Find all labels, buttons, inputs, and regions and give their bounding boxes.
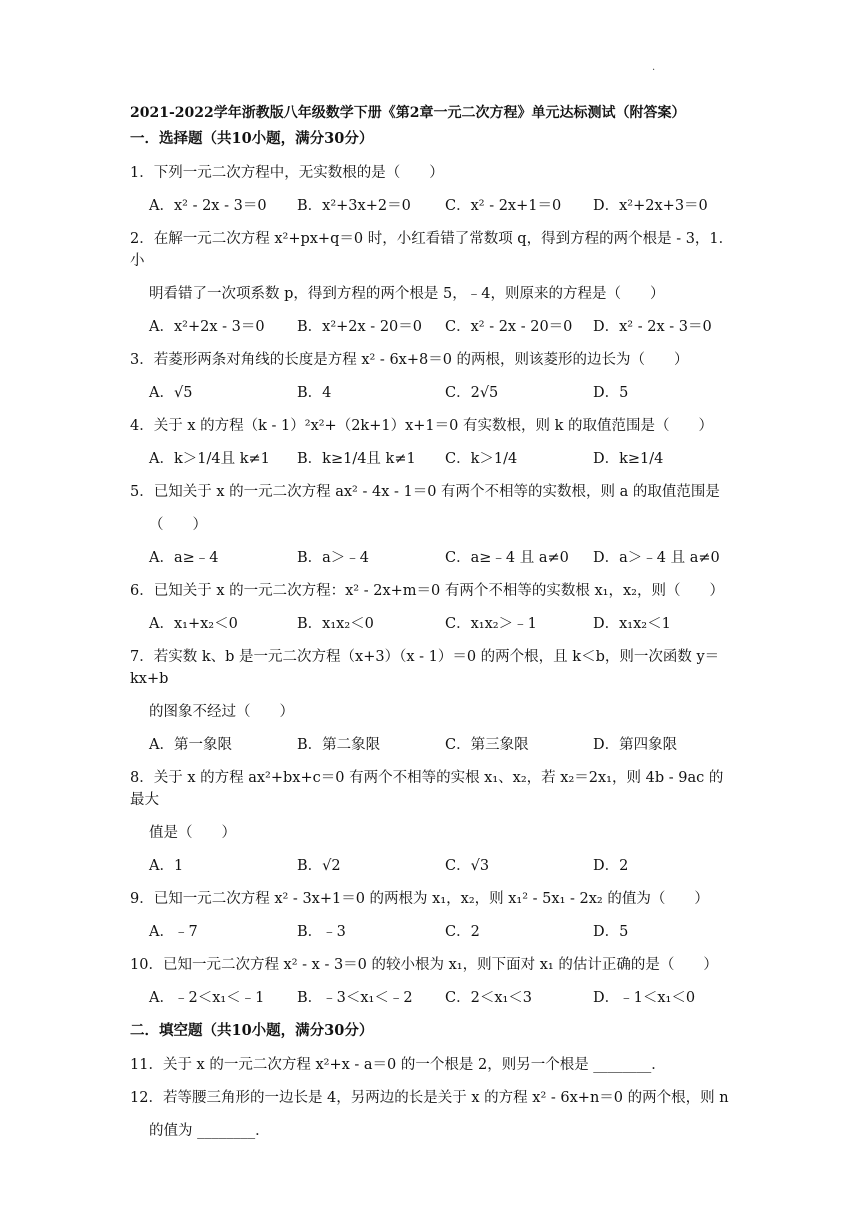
answer-option: D．5 <box>593 924 629 940</box>
question-item <box>130 162 735 184</box>
answer-option: A．k＞1/4且 k≠1 <box>149 451 270 467</box>
question-stem: 9．已知一元二次方程 x² - 3x+1＝0 的两根为 x₁，x₂，则 x₁² - 5x₁ - 2x₂ 的值为（ ） <box>130 891 709 907</box>
question-item <box>130 228 735 305</box>
fill-question-item <box>130 1054 735 1076</box>
question-stem-continued: 明看错了一次项系数 p，得到方程的两个根是 5，﹣4，则原来的方程是（ ） <box>149 286 665 302</box>
answer-option: C．2＜x₁＜3 <box>445 990 533 1006</box>
answer-options <box>130 987 735 1009</box>
question-stem: 2．在解一元二次方程 x²+px+q＝0 时，小红看错了常数项 q，得到方程的两个根是 - 3，1．小 <box>130 231 734 269</box>
answer-options <box>130 382 735 404</box>
question-stem-continued: 值是（ ） <box>149 825 236 841</box>
answer-options <box>130 855 735 877</box>
question-item <box>130 481 735 536</box>
question-stem: 6．已知关于 x 的一元二次方程：x² - 2x+m＝0 有两个不相等的实数根 x₁，x₂，则（ ） <box>130 583 724 599</box>
answer-option: D．2 <box>593 858 629 874</box>
answer-option: D．x₁x₂＜1 <box>593 616 671 632</box>
question-item <box>130 888 735 910</box>
question-item <box>130 767 735 844</box>
answer-option: D．k≥1/4 <box>593 451 664 467</box>
answer-options <box>130 547 735 569</box>
question-stem: 3．若菱形两条对角线的长度是方程 x² - 6x+8＝0 的两根，则该菱形的边长为（ ） <box>130 352 689 368</box>
fill-question-item <box>130 1087 735 1142</box>
answer-option: B．4 <box>297 385 332 401</box>
answer-option: D．a＞﹣4 且 a≠0 <box>593 550 720 566</box>
answer-option: C．第三象限 <box>445 737 529 753</box>
question-stem-continued: （ ） <box>149 517 207 533</box>
answer-option: C．2√5 <box>445 385 499 401</box>
answer-option: C．x₁x₂＞﹣1 <box>445 616 537 632</box>
answer-options <box>130 316 735 338</box>
answer-option: D．第四象限 <box>593 737 678 753</box>
answer-option: A．﹣7 <box>149 924 198 940</box>
answer-option: C．2 <box>445 924 480 940</box>
section-heading: 一．选择题（共10小题，满分30分） <box>130 130 374 147</box>
multiple-choice-list <box>130 162 735 1009</box>
answer-option: C．√3 <box>445 858 490 874</box>
question-item <box>130 349 735 371</box>
answer-options <box>130 195 735 217</box>
answer-options <box>130 613 735 635</box>
answer-option: B．x²+3x+2＝0 <box>297 198 411 214</box>
document-page <box>130 100 735 1153</box>
answer-option: A．1 <box>149 858 184 874</box>
question-stem: 1．下列一元二次方程中，无实数根的是（ ） <box>130 165 444 181</box>
question-stem: 12．若等腰三角形的一边长是 4，另两边的长是关于 x 的方程 x² - 6x+n＝0 的两个根，则 n <box>130 1090 729 1106</box>
question-item <box>130 580 735 602</box>
answer-options <box>130 921 735 943</box>
answer-option: A．√5 <box>149 385 193 401</box>
answer-options <box>130 734 735 756</box>
answer-option: A．x²+2x - 3＝0 <box>149 319 265 335</box>
answer-option: C．x² - 2x - 20＝0 <box>445 319 573 335</box>
question-item <box>130 954 735 976</box>
answer-option: A．x² - 2x - 3＝0 <box>149 198 267 214</box>
answer-option: A．a≥﹣4 <box>149 550 219 566</box>
header-dot: . <box>652 62 656 73</box>
answer-option: C．a≥﹣4 且 a≠0 <box>445 550 569 566</box>
answer-option: D．x² - 2x - 3＝0 <box>593 319 712 335</box>
question-stem-continued: 的图象不经过（ ） <box>149 704 294 720</box>
document-title: 2021-2022学年浙教版八年级数学下册《第2章一元二次方程》单元达标测试（附答案） <box>130 105 686 121</box>
fill-in-list <box>130 1054 735 1142</box>
answer-option: D．5 <box>593 385 629 401</box>
section-heading: 二．填空题（共10小题，满分30分） <box>130 1022 374 1039</box>
answer-option: D．x²+2x+3＝0 <box>593 198 708 214</box>
question-stem: 11．关于 x 的一元二次方程 x²+x - a＝0 的一个根是 2，则另一个根是 ________． <box>130 1057 666 1073</box>
answer-option: B．a＞﹣4 <box>297 550 370 566</box>
answer-option: B．﹣3＜x₁＜﹣2 <box>297 990 413 1006</box>
question-stem: 8．关于 x 的方程 ax²+bx+c＝0 有两个不相等的实根 x₁、x₂，若 x₂＝2x₁，则 4b - 9ac 的最大 <box>130 770 724 808</box>
answer-options <box>130 448 735 470</box>
answer-option: C．k＞1/4 <box>445 451 518 467</box>
question-stem: 10．已知一元二次方程 x² - x - 3＝0 的较小根为 x₁，则下面对 x₁ 的估计正确的是（ ） <box>130 957 718 973</box>
answer-option: A．﹣2＜x₁＜﹣1 <box>149 990 265 1006</box>
question-stem: 4．关于 x 的方程（k - 1）²x²+（2k+1）x+1＝0 有实数根，则 k 的取值范围是（ ） <box>130 418 713 434</box>
question-item <box>130 646 735 723</box>
question-stem: 7．若实数 k、b 是一元二次方程（x+3）（x - 1）＝0 的两个根，且 k＜b，则一次函数 y＝kx+b <box>130 649 720 687</box>
answer-option: D．﹣1＜x₁＜0 <box>593 990 696 1006</box>
answer-option: A．第一象限 <box>149 737 232 753</box>
question-item <box>130 415 735 437</box>
answer-option: B．﹣3 <box>297 924 346 940</box>
answer-option: A．x₁+x₂＜0 <box>149 616 238 632</box>
question-stem-continued: 的值为 ________． <box>149 1123 270 1139</box>
answer-option: B．k≥1/4且 k≠1 <box>297 451 416 467</box>
answer-option: C．x² - 2x+1＝0 <box>445 198 562 214</box>
answer-option: B．√2 <box>297 858 341 874</box>
question-stem: 5．已知关于 x 的一元二次方程 ax² - 4x - 1＝0 有两个不相等的实数根，则 a 的取值范围是 <box>130 484 720 500</box>
answer-option: B．x²+2x - 20＝0 <box>297 319 422 335</box>
answer-option: B．第二象限 <box>297 737 381 753</box>
answer-option: B．x₁x₂＜0 <box>297 616 374 632</box>
